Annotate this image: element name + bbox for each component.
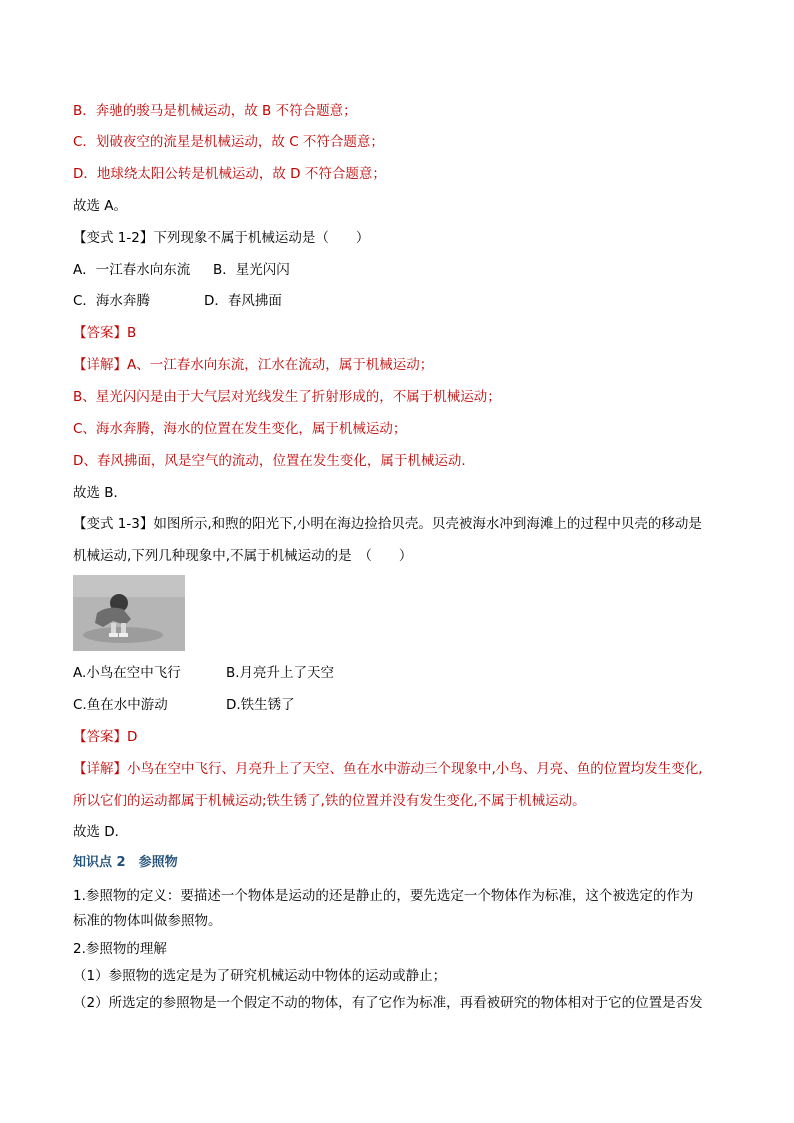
select-answer-a: 故选 A。 [73, 198, 128, 214]
option-c: C．海水奔腾 [73, 293, 150, 309]
detail-1-3-line2: 所以它们的运动都属于机械运动;铁生锈了,铁的位置并没有发生变化,不属于机械运动。 [73, 793, 586, 809]
answer-1-2: 【答案】B [73, 325, 137, 341]
detail-1-2-b: B、星光闪闪是由于大气层对光线发生了折射形成的，不属于机械运动； [73, 389, 501, 405]
option-b: B．星光闪闪 [213, 262, 290, 278]
question-1-3-line1: 【变式 1-3】如图所示,和煦的阳光下,小明在海边捡拾贝壳。贝壳被海水冲到海滩上的过程中贝壳的移动是 [73, 516, 702, 532]
knowledge-point-heading: 知识点 2 参照物 [73, 855, 178, 870]
select-answer-b: 故选 B． [73, 485, 128, 501]
option-d: D.铁生锈了 [226, 697, 295, 713]
understanding-2: （2）所选定的参照物是一个假定不动的物体，有了它作为标准，再看被研究的物体相对于它的位置是否发 [73, 995, 703, 1011]
question-1-3-line2: 机械运动,下列几种现象中,不属于机械运动的是 （ ） [73, 548, 413, 564]
option-d: D．春风拂面 [204, 293, 282, 309]
definition-line2: 标准的物体叫做参照物。 [73, 913, 222, 929]
understanding-heading: 2.参照物的理解 [73, 941, 167, 957]
detail-1-3-line1: 【详解】小鸟在空中飞行、月亮升上了天空、鱼在水中游动三个现象中,小鸟、月亮、鱼的位置均发生变化, [73, 761, 703, 777]
detail-1-2-d: D、春风拂面，风是空气的流动，位置在发生变化，属于机械运动． [73, 453, 475, 469]
option-b: B.月亮升上了天空 [226, 665, 335, 681]
select-answer-d: 故选 D． [73, 824, 129, 840]
detail-1-2-a: 【详解】A、一江春水向东流，江水在流动，属于机械运动； [73, 357, 434, 373]
option-a: A．一江春水向东流 [73, 262, 191, 278]
option-a: A.小鸟在空中飞行 [73, 665, 181, 681]
answer-1-3: 【答案】D [73, 729, 138, 745]
beach-child-photo [73, 575, 185, 651]
explanation-d: D．地球绕太阳公转是机械运动，故 D 不符合题意； [73, 166, 386, 182]
detail-1-2-c: C、海水奔腾，海水的位置在发生变化，属于机械运动； [73, 421, 407, 437]
explanation-c: C．划破夜空的流星是机械运动，故 C 不符合题意； [73, 134, 384, 150]
option-c: C.鱼在水中游动 [73, 697, 168, 713]
definition-line1: 1.参照物的定义：要描述一个物体是运动的还是静止的，要先选定一个物体作为标准，这个被选定的作为 [73, 888, 694, 904]
understanding-1: （1）参照物的选定是为了研究机械运动中物体的运动或静止； [73, 968, 447, 984]
question-1-2: 【变式 1-2】下列现象不属于机械运动是（ ） [73, 230, 370, 246]
explanation-b: B．奔驰的骏马是机械运动，故 B 不符合题意； [73, 103, 357, 119]
